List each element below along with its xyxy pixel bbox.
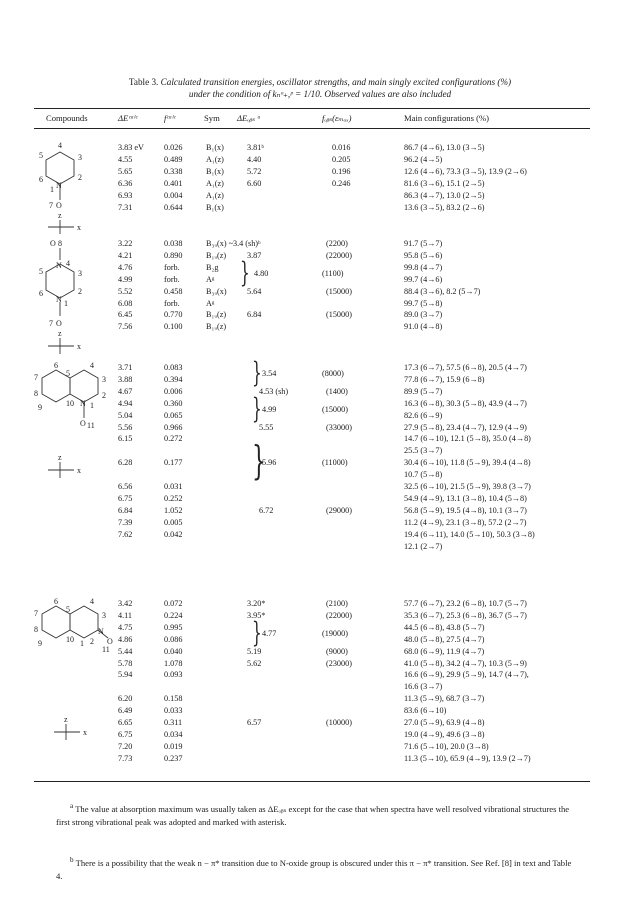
cell-configurations: 91.7 (5→7) xyxy=(404,239,443,248)
cell-configurations: 25.5 (3→7) xyxy=(404,446,443,456)
atom-label: 5 xyxy=(66,605,70,614)
cell-f-calc: 0.252 xyxy=(164,493,183,503)
cell-f-calc: 0.394 xyxy=(164,374,183,384)
atom-label: 2 xyxy=(90,637,94,646)
cell-f-calc: 1.078 xyxy=(164,658,183,668)
cell-configurations: 12.1 (2→7) xyxy=(404,541,443,551)
cell-e-calc: 7.73 xyxy=(118,753,133,763)
cell-f-obs-merged: (8000) xyxy=(322,368,344,378)
merge-brace: } xyxy=(240,255,250,289)
atom-label: 10 xyxy=(66,635,74,644)
cell-f-calc: 0.072 xyxy=(164,599,183,608)
cell-sym: B₁ᵤ(z) xyxy=(206,310,227,320)
cell-configurations: 19.4 (6→11), 14.0 (5→10), 50.3 (3→8) xyxy=(404,529,535,539)
cell-sym: B₃ᵤ(x) xyxy=(206,286,227,296)
compound-2-structure xyxy=(40,238,110,360)
cell-f-calc: 0.034 xyxy=(164,729,183,739)
cell-e-calc: 4.67 xyxy=(118,386,133,396)
axis-label: z xyxy=(64,715,68,724)
atom-label: 7 xyxy=(49,201,53,210)
cell-f-obs-merged: (11000) xyxy=(322,458,348,468)
cell-e-calc: 7.62 xyxy=(118,529,133,539)
atom-label: 6 xyxy=(54,361,58,370)
cell-f-obs: (22000) xyxy=(326,610,352,620)
atom-label: 5 xyxy=(39,267,43,276)
cell-f-calc: 0.237 xyxy=(164,753,183,763)
cell-e-obs: 3.81ᵇ xyxy=(247,143,264,152)
cell-sym: B₁(x) xyxy=(206,166,224,176)
cell-sym: B₁ᵤ(z) xyxy=(206,322,227,332)
cell-configurations: 99.8 (4→7) xyxy=(404,262,443,272)
axis-label: x xyxy=(77,466,81,475)
atom-label: 5 xyxy=(66,369,70,378)
cell-e-calc: 5.65 xyxy=(118,166,133,176)
cell-f-calc: 0.100 xyxy=(164,322,183,332)
cell-e-calc: 3.83 eV xyxy=(118,143,144,152)
axis-label: x xyxy=(83,728,87,737)
cell-configurations: 19.0 (4→9), 49.6 (3→8) xyxy=(404,729,485,739)
axis-label: z xyxy=(58,453,62,462)
cell-e-calc: 6.15 xyxy=(118,434,133,444)
atom-label: 7 xyxy=(49,319,53,328)
cell-configurations: 86.7 (4→6), 13.0 (3→5) xyxy=(404,143,485,152)
atom-label: 1 xyxy=(64,299,68,308)
cell-f-calc: 0.006 xyxy=(164,386,183,396)
atom-label: 7 xyxy=(34,373,38,382)
cell-f-obs: (1400) xyxy=(326,386,348,396)
cell-e-calc: 5.56 xyxy=(118,422,133,432)
atom-label: 6 xyxy=(39,175,43,184)
cell-e-calc: 4.21 xyxy=(118,250,133,260)
atom-label: N xyxy=(80,399,86,408)
cell-sym: Aᵍ xyxy=(206,298,215,308)
cell-configurations: 27.9 (5→8), 23.4 (4→7), 12.9 (4→9) xyxy=(404,422,527,432)
cell-e-calc: 7.31 xyxy=(118,202,133,212)
cell-e-calc: 6.75 xyxy=(118,493,133,503)
atom-label: 2 xyxy=(78,173,82,182)
cell-f-calc: 0.033 xyxy=(164,706,183,716)
cell-f-calc: 0.966 xyxy=(164,422,183,432)
cell-configurations: 14.7 (6→10), 12.1 (5→8), 35.0 (4→8) xyxy=(404,434,531,444)
cell-f-obs: (9000) xyxy=(326,646,348,656)
cell-f-calc: 1.052 xyxy=(164,505,183,515)
cell-e-calc: 3.22 xyxy=(118,239,133,248)
atom-label: 9 xyxy=(38,639,42,648)
cell-configurations: 96.2 (4→5) xyxy=(404,154,443,164)
atom-label: 11 xyxy=(102,645,110,654)
cell-f-calc: 0.086 xyxy=(164,634,183,644)
header-rule xyxy=(34,128,590,129)
atom-label: 1 xyxy=(80,639,84,648)
cell-f-calc: 0.065 xyxy=(164,410,183,420)
atom-label: 5 xyxy=(39,151,43,160)
atom-label: O xyxy=(50,239,56,248)
atom-label: N xyxy=(56,261,62,270)
atom-label: 6 xyxy=(54,597,58,606)
cell-configurations: 13.6 (3→5), 83.2 (2→6) xyxy=(404,202,485,212)
atom-label: 8 xyxy=(34,625,38,634)
cell-configurations: 99.7 (5→8) xyxy=(404,298,443,308)
cell-configurations: 16.6 (3→7) xyxy=(404,682,443,692)
header-e-calc: ΔEᶜᵃˡᶜ xyxy=(118,113,138,123)
cell-f-calc: 0.338 xyxy=(164,166,183,176)
atom-label: 4 xyxy=(90,597,94,606)
cell-configurations: 86.3 (4→7), 13.0 (2→5) xyxy=(404,190,485,200)
cell-e-obs-merged: 4.80 xyxy=(254,268,269,278)
cell-configurations: 82.6 (6→9) xyxy=(404,410,443,420)
atom-label: O xyxy=(56,201,62,210)
cell-f-calc: 0.083 xyxy=(164,363,183,372)
cell-f-obs: (22000) xyxy=(326,250,352,260)
atom-label: 7 xyxy=(34,609,38,618)
compound-1-structure xyxy=(40,140,110,236)
cell-e-calc: 5.44 xyxy=(118,646,133,656)
cell-configurations: 54.9 (4→9), 13.1 (3→8), 10.4 (5→8) xyxy=(404,493,527,503)
atom-label: N xyxy=(56,295,62,304)
merge-brace: } xyxy=(252,391,262,425)
cell-configurations: 35.3 (6→7), 25.3 (6→8), 36.7 (5→7) xyxy=(404,610,527,620)
atom-label: 8 xyxy=(58,239,62,248)
caption-label: Table 3. xyxy=(128,77,159,87)
axis-label: z xyxy=(58,211,62,220)
cell-e-obs: 3.87 xyxy=(247,250,262,260)
cell-e-obs: 5.64 xyxy=(247,286,262,296)
atom-label: 8 xyxy=(34,389,38,398)
cell-sym: B₃ᵤ(x) ~3.4 (sh)ᵇ xyxy=(206,239,261,248)
cell-f-calc: 0.489 xyxy=(164,154,183,164)
atom-label: 11 xyxy=(87,421,95,430)
cell-configurations: 30.4 (6→10), 11.8 (5→9), 39.4 (4→8) xyxy=(404,458,531,468)
cell-sym: B₁ᵤ(z) xyxy=(206,250,227,260)
merge-brace: } xyxy=(252,438,266,485)
cell-sym: A₁(z) xyxy=(206,154,224,164)
cell-e-calc: 7.39 xyxy=(118,517,133,527)
cell-f-calc: 0.401 xyxy=(164,178,183,188)
cell-configurations: 16.6 (6→9), 29.9 (5→9), 14.7 (4→7), xyxy=(404,670,529,680)
cell-f-obs-merged: (19000) xyxy=(322,628,348,638)
cell-f-calc: 0.040 xyxy=(164,646,183,656)
atom-label: 1 xyxy=(50,185,54,194)
cell-e-calc: 4.86 xyxy=(118,634,133,644)
cell-e-calc: 4.94 xyxy=(118,398,133,408)
cell-f-obs: 0.246 xyxy=(332,178,351,188)
cell-e-obs: 3.20* xyxy=(247,599,266,608)
bottom-rule xyxy=(34,781,590,782)
cell-f-calc: 0.995 xyxy=(164,622,183,632)
cell-f-obs: (15000) xyxy=(326,286,352,296)
atom-label: 3 xyxy=(78,153,82,162)
atom-label: 9 xyxy=(38,403,42,412)
cell-f-calc: forb. xyxy=(164,298,180,308)
cell-e-calc: 6.56 xyxy=(118,482,133,491)
footnote-a xyxy=(56,800,576,829)
footnote-b-mark: b xyxy=(70,856,74,864)
cell-f-obs: 0.196 xyxy=(332,166,351,176)
cell-e-calc: 4.11 xyxy=(118,610,133,620)
cell-e-calc: 6.84 xyxy=(118,505,133,515)
cell-configurations: 17.3 (6→7), 57.5 (6→8), 20.5 (4→7) xyxy=(404,363,527,372)
cell-e-calc: 6.45 xyxy=(118,310,133,320)
cell-e-obs-merged: 4.77 xyxy=(262,628,277,638)
cell-e-obs-merged: 3.54 xyxy=(262,368,277,378)
header-f-calc: fᶜᵃˡᶜ xyxy=(164,113,176,123)
cell-f-obs: 0.016 xyxy=(332,143,351,152)
cell-e-calc: 6.93 xyxy=(118,190,133,200)
cell-sym: B₁(x) xyxy=(206,143,224,152)
cell-f-obs-merged: (1100) xyxy=(322,268,344,278)
atom-label: O xyxy=(80,419,86,428)
cell-configurations: 83.6 (6→10) xyxy=(404,706,447,716)
atom-label: O xyxy=(56,319,62,328)
cell-f-calc: 0.311 xyxy=(164,718,183,727)
cell-configurations: 41.0 (5→8), 34.2 (4→7), 10.3 (5→9) xyxy=(404,658,527,668)
cell-f-obs-merged: (15000) xyxy=(322,404,348,414)
cell-e-obs: 6.57 xyxy=(247,718,262,727)
footnote-b-text: There is a possibility that the weak n − π* transition due to N-oxide group is obscured under this π − π* transition. See Ref. [8] in text and Table 4. xyxy=(56,857,572,881)
atom-label: 3 xyxy=(102,611,106,620)
atom-label: 4 xyxy=(90,361,94,370)
cell-e-calc: 5.78 xyxy=(118,658,133,668)
cell-f-calc: 0.038 xyxy=(164,239,183,248)
cell-f-obs: (2100) xyxy=(326,599,348,608)
ring xyxy=(70,370,98,402)
cell-e-calc: 3.88 xyxy=(118,374,133,384)
cell-f-calc: 0.019 xyxy=(164,741,183,751)
cell-e-calc: 5.94 xyxy=(118,670,133,680)
cell-configurations: 95.8 (5→6) xyxy=(404,250,443,260)
cell-configurations: 91.0 (4→8) xyxy=(404,322,443,332)
cell-sym: A₁(z) xyxy=(206,178,224,188)
cell-configurations: 89.9 (5→7) xyxy=(404,386,443,396)
compound-4-structure xyxy=(30,598,114,748)
cell-e-calc: 3.71 xyxy=(118,363,133,372)
cell-configurations: 27.0 (5→9), 63.9 (4→8) xyxy=(404,718,485,727)
table-caption xyxy=(60,76,580,100)
cell-f-calc: 0.093 xyxy=(164,670,183,680)
cell-e-calc: 6.28 xyxy=(118,458,133,468)
cell-f-calc: 0.004 xyxy=(164,190,183,200)
cell-configurations: 12.6 (4→6), 73.3 (3→5), 13.9 (2→6) xyxy=(404,166,527,176)
footnote-b xyxy=(56,854,576,883)
cell-f-calc: 0.770 xyxy=(164,310,183,320)
cell-f-calc: 0.224 xyxy=(164,610,183,620)
cell-f-calc: 0.158 xyxy=(164,694,183,704)
atom-label: 6 xyxy=(39,289,43,298)
cell-configurations: 88.4 (3→6), 8.2 (5→7) xyxy=(404,286,481,296)
cell-e-calc: 6.36 xyxy=(118,178,133,188)
cell-e-calc: 4.99 xyxy=(118,274,133,284)
cell-e-obs: 6.84 xyxy=(247,310,262,320)
caption-line2: under the condition of kₙᵒ₊,ᵖ = 1/10. Observed values are also included xyxy=(188,89,452,99)
atom-label: O xyxy=(107,637,113,646)
compound-3-structure xyxy=(30,362,110,486)
cell-configurations: 71.6 (5→10), 20.0 (3→8) xyxy=(404,741,489,751)
ring xyxy=(46,152,74,184)
atom-label: 3 xyxy=(78,269,82,278)
header-compounds: Compounds xyxy=(46,113,88,123)
cell-configurations: 57.7 (6→7), 23.2 (6→8), 10.7 (5→7) xyxy=(404,599,527,608)
cell-e-obs: 5.72 xyxy=(247,166,262,176)
cell-e-obs: 4.53 (sh) xyxy=(259,386,289,396)
cell-f-obs: (2200) xyxy=(326,239,348,248)
cell-e-calc: 3.42 xyxy=(118,599,133,608)
cell-sym: A₁(z) xyxy=(206,190,224,200)
cell-e-calc: 7.56 xyxy=(118,322,133,332)
top-rule xyxy=(34,108,590,109)
header-sym: Sym xyxy=(204,113,220,123)
cell-e-obs: 5.62 xyxy=(247,658,262,668)
cell-f-calc: 0.026 xyxy=(164,143,183,152)
cell-e-calc: 6.75 xyxy=(118,729,133,739)
cell-e-calc: 7.20 xyxy=(118,741,133,751)
cell-configurations: 81.6 (3→6), 15.1 (2→5) xyxy=(404,178,485,188)
cell-e-calc: 5.52 xyxy=(118,286,133,296)
merge-brace: } xyxy=(252,356,262,389)
cell-f-calc: 0.031 xyxy=(164,482,183,491)
cell-configurations: 11.3 (5→9), 68.7 (3→7) xyxy=(404,694,485,704)
cell-configurations: 56.8 (5→9), 19.5 (4→8), 10.1 (3→7) xyxy=(404,505,527,515)
cell-configurations: 48.0 (5→8), 27.5 (4→7) xyxy=(404,634,485,644)
header-e-obs: ΔEₒᵦₛ ᵃ xyxy=(237,113,261,123)
cell-configurations: 11.3 (5→10), 65.9 (4→9), 13.9 (2→7) xyxy=(404,753,531,763)
cell-f-calc: forb. xyxy=(164,262,180,272)
cell-f-calc: 0.177 xyxy=(164,458,183,468)
header-configs: Main configurations (%) xyxy=(404,113,489,123)
axis-label: x xyxy=(77,342,81,351)
atom-label: 1 xyxy=(90,401,94,410)
atom-label: 2 xyxy=(78,287,82,296)
cell-configurations: 32.5 (6→10), 21.5 (5→9), 39.8 (3→7) xyxy=(404,482,531,491)
cell-f-calc: forb. xyxy=(164,274,180,284)
cell-e-obs-merged: 4.99 xyxy=(262,404,277,414)
cell-e-calc: 4.55 xyxy=(118,154,133,164)
cell-e-calc: 5.04 xyxy=(118,410,133,420)
atom-label: 10 xyxy=(66,399,74,408)
cell-e-obs: 4.40 xyxy=(247,154,262,164)
cell-f-calc: 0.458 xyxy=(164,286,183,296)
atom-label: N xyxy=(56,181,62,190)
cell-e-obs: 6.60 xyxy=(247,178,262,188)
cell-configurations: 11.2 (4→9), 23.1 (3→8), 57.2 (2→7) xyxy=(404,517,527,527)
ring xyxy=(70,606,98,638)
cell-configurations: 77.8 (6→7), 15.9 (6→8) xyxy=(404,374,485,384)
cell-e-obs: 5.55 xyxy=(259,422,274,432)
cell-e-obs: 6.72 xyxy=(259,505,274,515)
cell-e-obs: 5.19 xyxy=(247,646,262,656)
atom-label: 3 xyxy=(102,375,106,384)
cell-f-calc: 0.644 xyxy=(164,202,183,212)
cell-f-calc: 0.005 xyxy=(164,517,183,527)
cell-configurations: 16.3 (6→8), 30.3 (5→8), 43.9 (4→7) xyxy=(404,398,527,408)
cell-sym: Aᵍ xyxy=(206,274,215,284)
cell-configurations: 99.7 (4→6) xyxy=(404,274,443,284)
cell-e-calc: 6.49 xyxy=(118,706,133,716)
atom-label: 4 xyxy=(58,141,62,150)
cell-e-obs: 3.95* xyxy=(247,610,266,620)
cell-e-calc: 4.76 xyxy=(118,262,133,272)
cell-f-calc: 0.042 xyxy=(164,529,183,539)
cell-f-obs: (29000) xyxy=(326,505,352,515)
header-f-obs: fₒᵦₛ(εₘₐₓ) xyxy=(322,113,352,123)
footnote-a-mark: a xyxy=(70,802,74,810)
cell-sym: B₂g xyxy=(206,262,219,272)
cell-e-calc: 6.65 xyxy=(118,718,133,727)
cell-e-calc: 6.08 xyxy=(118,298,133,308)
cell-f-obs: (15000) xyxy=(326,310,352,320)
atom-label: N xyxy=(98,627,104,636)
cell-configurations: 10.7 (5→8) xyxy=(404,470,443,480)
cell-configurations: 68.0 (6→9), 11.9 (4→7) xyxy=(404,646,485,656)
footnote-a-text: The value at absorption maximum was usually taken as ΔEₒᵦₛ except for the case that when spectra have well resolved vibrational structures the first strong vibrational peak was adopted and marked with asterisk. xyxy=(56,803,570,827)
merge-brace: } xyxy=(252,615,262,649)
cell-f-calc: 0.360 xyxy=(164,398,183,408)
atom-label: 4 xyxy=(66,259,70,268)
axis-label: x xyxy=(77,223,81,232)
cell-f-obs: 0.205 xyxy=(332,154,351,164)
cell-f-calc: 0.890 xyxy=(164,250,183,260)
cell-e-obs-merged: 5.96 xyxy=(262,458,277,468)
cell-configurations: 44.5 (6→8), 43.8 (5→7) xyxy=(404,622,485,632)
cell-f-obs: (33000) xyxy=(326,422,352,432)
caption-line1: Calculated transition energies, oscillator strengths, and main singly excited configurations (%) xyxy=(160,77,512,87)
cell-f-obs: (10000) xyxy=(326,718,352,727)
cell-e-calc: 4.75 xyxy=(118,622,133,632)
atom-label: 2 xyxy=(102,391,106,400)
cell-e-calc: 6.20 xyxy=(118,694,133,704)
cell-sym: B₁(x) xyxy=(206,202,224,212)
cell-configurations: 89.0 (3→7) xyxy=(404,310,443,320)
cell-f-obs: (23000) xyxy=(326,658,352,668)
axis-label: z xyxy=(58,329,62,338)
cell-f-calc: 0.272 xyxy=(164,434,183,444)
